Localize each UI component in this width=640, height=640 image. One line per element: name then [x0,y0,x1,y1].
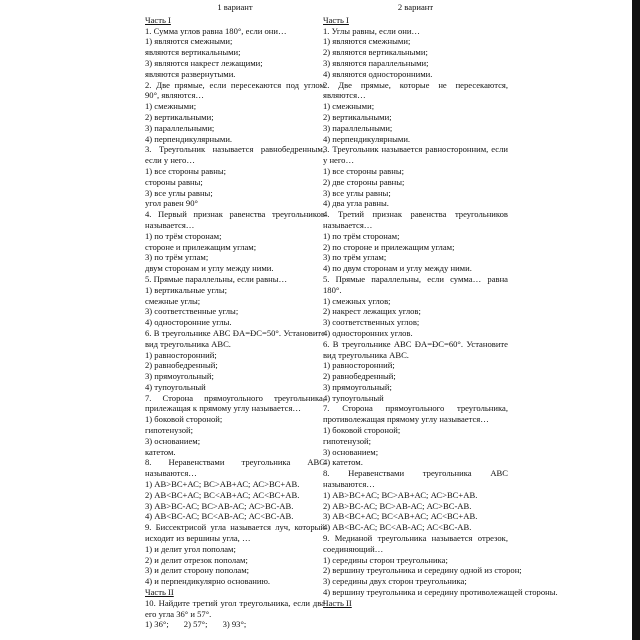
answer-option: 4) АВ<ВС-АС; ВС<АВ-АС; АС<ВС-АВ. [323,522,472,533]
question-text: 7. Сторона прямоугольного треугольника, прилежащая к прямому углу называется… [145,392,325,414]
answer-option: 1) АВ>ВС+АС; ВС>АВ+АС; АС>ВС+АВ. [145,479,300,490]
question [145,328,325,393]
answer-option: 3) по трём углам; [323,252,387,263]
answer-option: 2) равнобедренный; [145,360,218,371]
question-text: 8. Неравенствами треугольника АВС называются… [323,468,508,490]
answer-option: 1) боковой стороной; [145,414,223,425]
variant-2-title: 2 вариант [397,2,434,12]
question [145,522,325,587]
answer-option: 3) все углы равны; [323,187,391,198]
answer-option: 1) смежными; [145,101,197,112]
answer-option: 3) прямоугольный; [145,371,214,382]
answer-option: 1) равносторонний; [145,349,217,360]
answer-option: 4) по двум сторонам и углу между ними. [323,263,472,274]
answer-option: 3) основанием; [323,446,379,457]
answer-option: смежные углы; [145,295,201,306]
question [323,144,508,209]
answer-option: 4) АВ<ВС-АС; ВС<АВ-АС; АС<ВС-АВ. [145,511,294,522]
question-text: 2. Две прямые, если пересекаются под углом 90°, являются… [145,79,325,101]
answer-option: 4) являются односторонними. [323,68,433,79]
question [323,468,508,533]
question [145,598,325,630]
answer-option: 1) все стороны равны; [145,165,226,176]
answer-option: 2) 57°; [183,619,208,630]
variant-1-title: 1 вариант [217,2,253,12]
answer-option: 1) боковой стороной; [323,425,401,436]
answer-option: гипотенузой; [323,435,371,446]
answer-option: 1) середины сторон треугольника; [323,554,448,565]
answer-option: 3) основанием; [145,435,201,446]
question [323,26,508,80]
answer-option: 1) вертикальные углы; [145,284,227,295]
answer-option: 2) вертикальными; [145,111,214,122]
page-edge-bar [632,0,640,640]
answer-option: 4) и перпендикулярно основанию. [145,576,271,587]
answer-option: 1) смежными; [323,101,375,112]
answer-option: 3) середины двух сторон треугольника; [323,576,467,587]
answer-option: 2) являются вертикальными; [323,47,428,58]
answer-option: стороне и прилежащим углам; [145,241,257,252]
question-text: 4. Третий признак равенства треугольников называется… [323,209,508,230]
variant-1-column [145,2,325,630]
answer-option: двум сторонам и углу между ними. [145,263,274,274]
answer-option: 1) смежных углов; [323,295,391,306]
question-text: 1. Углы равны, если они… [323,25,421,36]
question [323,80,508,145]
answer-option: 3) АВ<ВС+АС; ВС<АВ+АС; АС<ВС+АВ. [323,511,478,522]
answer-option: 4) односторонние углы. [145,317,232,328]
question-text: 6. В треугольнике АВС ÐА=ÐС=60°. Установите вид треугольника АВС. [323,338,508,360]
answer-option: 4) односторонних углов. [323,327,413,338]
answer-option: 4) тупоугольный [323,392,384,403]
question [145,144,325,209]
answer-option: являются развернутыми. [145,68,236,79]
question-text: 8. Неравенствами треугольника АВС называются… [145,457,325,479]
answer-option: 2) вершину треугольника и середину одной из сторон; [323,565,522,576]
question-text: 4. Первый признак равенства треугольников называется… [145,209,325,230]
answer-option: 3) 93°; [222,619,247,630]
question-text: 9. Медианой треугольника называется отрезок, соединяющий… [323,533,508,554]
answer-option: 3) параллельными; [323,122,393,133]
answer-option: 1) АВ>ВС+АС; ВС>АВ+АС; АС>ВС+АВ. [323,489,478,500]
question [145,393,325,458]
answer-option: 3) параллельными; [145,122,215,133]
answer-option: 1) 36°; [145,619,169,630]
question-text: 3. Треугольник называется равносторонним, если у него… [323,144,508,166]
answer-option: 1) и делит угол пополам; [145,543,236,554]
question [323,403,508,468]
question [323,209,508,274]
question [145,457,325,522]
answer-option: 3) соответственных углов; [323,317,420,328]
question-text: 3. Треугольник называется равнобедренным, если у него… [145,144,325,166]
answer-option: 2) накрест лежащих углов; [323,306,421,317]
question [145,209,325,274]
answer-option: 2) АВ<ВС+АС; ВС<АВ+АС; АС<ВС+АВ. [145,489,300,500]
question-text: 1. Сумма углов равна 180°, если они… [145,25,287,36]
answer-option: 1) являются смежными; [145,36,233,47]
answer-option: 2) АВ>ВС-АС; ВС>АВ-АС; АС>ВС-АВ. [323,500,472,511]
answer-option: стороны равны; [145,176,203,187]
variant-2-part-2-heading: Часть II [323,597,352,608]
question [145,80,325,145]
answer-option: 1) являются смежными; [323,36,411,47]
answer-option: 3) являются параллельными; [323,57,429,68]
answer-options-row [145,619,325,630]
answer-option: 1) равносторонний; [323,360,395,371]
answer-option: 4) вершину треугольника и середину противолежащей стороны. [323,587,558,598]
answer-option: 3) и делит сторону пополам; [145,565,250,576]
question-text: 10. Найдите третий угол треугольника, если два его угла 36° и 57°. [145,597,325,619]
question [323,339,508,404]
question-text: 9. Биссектрисой угла называется луч, который исходит из вершины угла, … [145,522,325,544]
answer-option: 4) перпендикулярными. [145,133,233,144]
variant-2-column [323,2,558,609]
answer-option: 2) и делит отрезок пополам; [145,554,248,565]
answer-option: являются вертикальными; [145,47,241,58]
answer-option: 3) АВ>ВС-АС; ВС>АВ-АС; АС>ВС-АВ. [145,500,294,511]
answer-option: 4) катетом. [323,457,363,468]
answer-option: 4) два угла равны. [323,198,389,209]
answer-option: 1) по трём сторонам; [145,230,222,241]
answer-option: угол равен 90° [145,198,198,209]
answer-option: 1) по трём сторонам; [323,230,400,241]
question-text: 6. В треугольнике АВС ÐА=ÐС=50°. Установите вид треугольника АВС. [145,327,325,349]
question-text: 7. Сторона прямоугольного треугольника, противолежащая прямому углу называется… [323,403,508,425]
answer-option: 2) вертикальными; [323,111,392,122]
question-text: 5. Прямые параллельны, если равны… [145,273,288,284]
question [145,26,325,80]
answer-option: 3) являются накрест лежащими; [145,57,263,68]
question-text: 2. Две прямые, которые не пересекаются, являются… [323,79,508,101]
variant-2-part-1-heading: Часть I [323,14,349,25]
answer-option: 3) прямоугольный; [323,381,392,392]
answer-option: 4) тупоугольный [145,381,206,392]
answer-option: 4) перпендикулярными. [323,133,411,144]
question-text: 5. Прямые параллельны, если сумма… равна 180°. [323,273,508,295]
question [145,274,325,328]
answer-option: катетом. [145,446,176,457]
answer-option: 2) по стороне и прилежащим углам; [323,241,455,252]
answer-option: 2) равнобедренный; [323,371,396,382]
answer-option: 3) по трём углам; [145,252,209,263]
variant-1-part-1-heading: Часть I [145,14,171,25]
question [323,274,508,339]
answer-option: 3) соответственные углы; [145,306,239,317]
answer-option: 2) две стороны равны; [323,176,405,187]
answer-option: 1) все стороны равны; [323,165,404,176]
variant-1-part-2-heading: Часть II [145,587,174,598]
answer-option: 3) все углы равны; [145,187,213,198]
question [323,533,558,598]
answer-option: гипотенузой; [145,425,193,436]
